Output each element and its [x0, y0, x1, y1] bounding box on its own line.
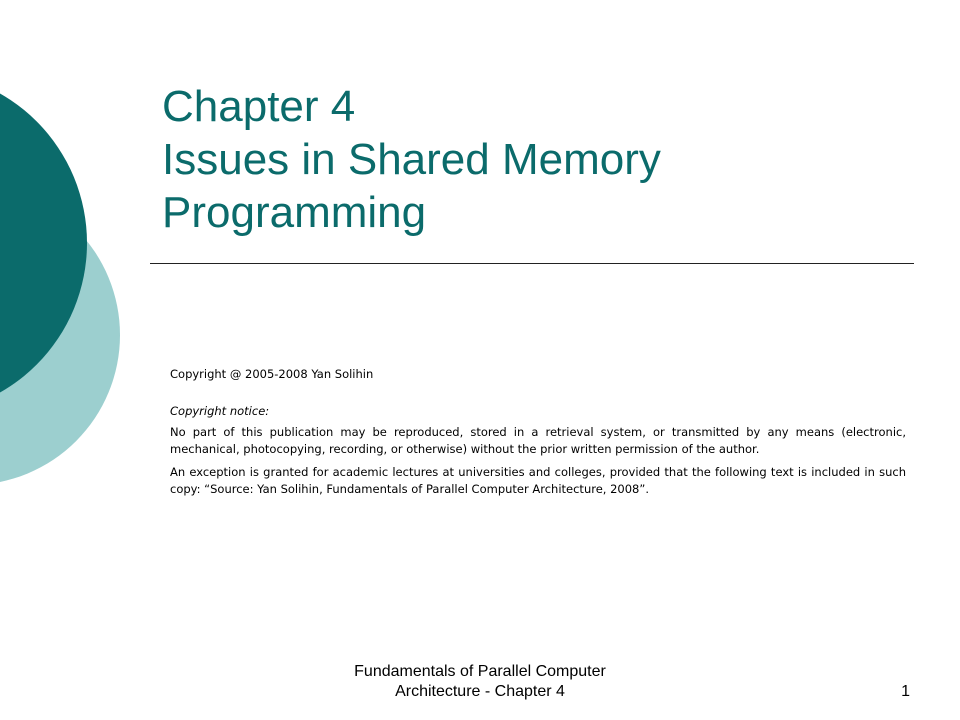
title-line: Programming [162, 188, 427, 237]
footer-line: Architecture - Chapter 4 [395, 683, 565, 700]
slide-body [170, 366, 906, 498]
title-line: Chapter 4 [162, 82, 356, 131]
copyright-line: Copyright @ 2005-2008 Yan Solihin [170, 367, 374, 381]
decorative-circles [0, 0, 130, 720]
footer-line: Fundamentals of Parallel Computer [354, 663, 606, 680]
exception-text: An exception is granted for academic lectures at universities and colleges, provided that the following text is included in such copy: “Source: Yan Solihin, Fundamentals of Parallel Computer Architecture, 2008”. [170, 465, 906, 496]
slide-title [162, 80, 922, 239]
copyright-notice-text: No part of this publication may be reproduced, stored in a retrieval system, or transmitted by any means (electronic, mechanical, photocopying, recording, or otherwise) without the prior written permission of the author. [170, 425, 906, 456]
title-divider [150, 263, 914, 264]
page-number: 1 [901, 683, 910, 700]
title-line: Issues in Shared Memory [162, 135, 661, 184]
copyright-notice-heading: Copyright notice: [170, 404, 270, 418]
slide-footer [290, 662, 670, 702]
